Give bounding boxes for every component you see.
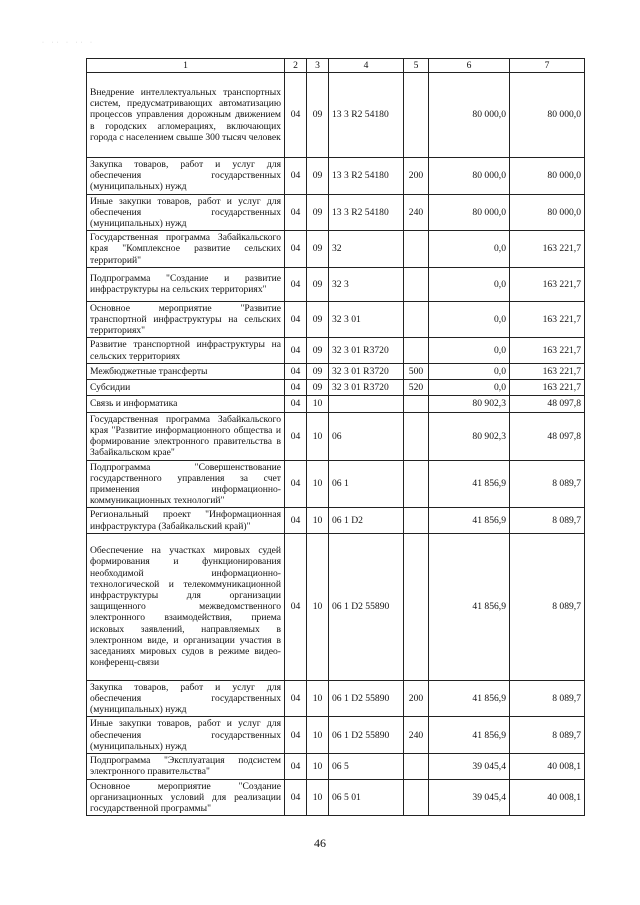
row-name-cell: Субсидии: [87, 379, 285, 395]
row-amount-next-cell: 8 089,7: [510, 460, 585, 508]
row-name-cell: Региональный проект "Информационная инфраструктура (Забайкальский край)": [87, 508, 285, 533]
table-row: [87, 412, 585, 460]
row-amount-next-cell: 40 008,1: [510, 754, 585, 779]
row-amount-cell: 41 856,9: [429, 680, 510, 717]
row-subsection-cell: 09: [307, 301, 329, 338]
row-expense-type-cell: 500: [404, 363, 429, 379]
row-amount-cell: 41 856,9: [429, 533, 510, 680]
row-name-cell: Межбюджетные трансферты: [87, 363, 285, 379]
row-amount-cell: 41 856,9: [429, 508, 510, 533]
row-amount-next-cell: 8 089,7: [510, 680, 585, 717]
row-section-cell: 04: [285, 460, 307, 508]
row-amount-cell: 0,0: [429, 267, 510, 301]
row-section-cell: 04: [285, 395, 307, 412]
header-cell: 5: [404, 59, 429, 73]
row-name-cell: Подпрограмма "Совершенствование государственного управления за счет применения информационно-коммуникационных технологий": [87, 460, 285, 508]
header-cell: 7: [510, 59, 585, 73]
row-amount-cell: 0,0: [429, 379, 510, 395]
header-cell: 3: [307, 59, 329, 73]
row-amount-cell: 80 000,0: [429, 194, 510, 231]
table-row: [87, 508, 585, 533]
row-amount-cell: 41 856,9: [429, 460, 510, 508]
header-cell: 4: [329, 59, 404, 73]
row-amount-next-cell: 48 097,8: [510, 412, 585, 460]
row-amount-next-cell: 163 221,7: [510, 379, 585, 395]
row-expense-type-cell: 240: [404, 194, 429, 231]
table-row: [87, 301, 585, 338]
row-target-code-cell: 13 3 R2 54180: [329, 73, 404, 158]
row-target-code-cell: 06 1: [329, 460, 404, 508]
row-amount-next-cell: 40 008,1: [510, 779, 585, 816]
row-target-code-cell: 13 3 R2 54180: [329, 194, 404, 231]
table-row: [87, 267, 585, 301]
row-section-cell: 04: [285, 338, 307, 363]
row-target-code-cell: 06 1 D2 55890: [329, 717, 404, 754]
row-amount-next-cell: 80 000,0: [510, 73, 585, 158]
row-section-cell: 04: [285, 363, 307, 379]
row-section-cell: 04: [285, 779, 307, 816]
header-cell: 2: [285, 59, 307, 73]
row-subsection-cell: 09: [307, 158, 329, 195]
table-row: [87, 395, 585, 412]
row-expense-type-cell: [404, 779, 429, 816]
row-amount-cell: 80 000,0: [429, 158, 510, 195]
row-name-cell: Внедрение интеллектуальных транспортных систем, предусматривающих автоматизацию процессов управления дорожным движением в городских агломерациях, включающих города с населением свыше 300 тысяч человек: [87, 73, 285, 158]
row-section-cell: 04: [285, 267, 307, 301]
row-name-cell: Основное мероприятие "Развитие транспортной инфраструктуры на сельских территориях": [87, 301, 285, 338]
row-target-code-cell: 13 3 R2 54180: [329, 158, 404, 195]
row-amount-cell: 0,0: [429, 231, 510, 268]
row-section-cell: 04: [285, 301, 307, 338]
row-expense-type-cell: 240: [404, 717, 429, 754]
row-subsection-cell: 09: [307, 379, 329, 395]
row-subsection-cell: 09: [307, 73, 329, 158]
row-name-cell: Закупка товаров, работ и услуг для обеспечения государственных (муниципальных) нужд: [87, 158, 285, 195]
row-subsection-cell: 10: [307, 533, 329, 680]
row-target-code-cell: 06 5: [329, 754, 404, 779]
row-section-cell: 04: [285, 412, 307, 460]
row-expense-type-cell: [404, 231, 429, 268]
row-section-cell: 04: [285, 231, 307, 268]
table-row: [87, 533, 585, 680]
row-subsection-cell: 10: [307, 508, 329, 533]
header-cell: 6: [429, 59, 510, 73]
row-amount-next-cell: 48 097,8: [510, 395, 585, 412]
row-name-cell: Иные закупки товаров, работ и услуг для обеспечения государственных (муниципальных) нужд: [87, 194, 285, 231]
row-target-code-cell: 32 3 01: [329, 301, 404, 338]
row-subsection-cell: 09: [307, 267, 329, 301]
row-amount-next-cell: 163 221,7: [510, 301, 585, 338]
row-name-cell: Обеспечение на участках мировых судей формирования и функционирования необходимой информационно-технологической и телекоммуникационной инфраструктуры для организации защищенного межведомственного электронного взаимодействия, приема исковых заявлений, направляемых в электронном виде, и организации участия в заседаниях мировых судов в режиме видео-конференц-связи: [87, 533, 285, 680]
row-target-code-cell: 06 1 D2: [329, 508, 404, 533]
row-target-code-cell: 06 1 D2 55890: [329, 680, 404, 717]
row-name-cell: Подпрограмма "Создание и развитие инфраструктуры на сельских территориях": [87, 267, 285, 301]
row-amount-cell: 0,0: [429, 363, 510, 379]
row-name-cell: Подпрограмма "Эксплуатация подсистем электронного правительства": [87, 754, 285, 779]
table-row: [87, 779, 585, 816]
table-row: [87, 158, 585, 195]
row-amount-cell: 80 000,0: [429, 73, 510, 158]
table-body: [87, 73, 585, 816]
row-expense-type-cell: [404, 301, 429, 338]
row-amount-cell: 80 902,3: [429, 412, 510, 460]
row-target-code-cell: 32 3 01 R3720: [329, 338, 404, 363]
row-amount-next-cell: 163 221,7: [510, 338, 585, 363]
scan-artifact: · ·· · ·· ·: [42, 40, 95, 46]
table-row: [87, 460, 585, 508]
table-row: [87, 717, 585, 754]
row-name-cell: Развитие транспортной инфраструктуры на сельских территориях: [87, 338, 285, 363]
table-row: [87, 194, 585, 231]
row-target-code-cell: 06 1 D2 55890: [329, 533, 404, 680]
table-row: [87, 379, 585, 395]
row-amount-cell: 0,0: [429, 301, 510, 338]
row-target-code-cell: 06 5 01: [329, 779, 404, 816]
row-name-cell: Государственная программа Забайкальского края "Комплексное развитие сельских территорий": [87, 231, 285, 268]
row-section-cell: 04: [285, 158, 307, 195]
budget-table: [86, 58, 585, 816]
row-target-code-cell: 32 3 01 R3720: [329, 379, 404, 395]
row-name-cell: Связь и информатика: [87, 395, 285, 412]
row-target-code-cell: 32 3 01 R3720: [329, 363, 404, 379]
row-expense-type-cell: [404, 533, 429, 680]
row-section-cell: 04: [285, 194, 307, 231]
row-amount-next-cell: 8 089,7: [510, 533, 585, 680]
row-subsection-cell: 10: [307, 395, 329, 412]
row-section-cell: 04: [285, 680, 307, 717]
row-target-code-cell: [329, 395, 404, 412]
row-amount-next-cell: 8 089,7: [510, 717, 585, 754]
row-name-cell: Иные закупки товаров, работ и услуг для обеспечения государственных (муниципальных) нужд: [87, 717, 285, 754]
row-target-code-cell: 32: [329, 231, 404, 268]
row-amount-cell: 39 045,4: [429, 754, 510, 779]
row-amount-next-cell: 80 000,0: [510, 194, 585, 231]
row-expense-type-cell: [404, 395, 429, 412]
row-name-cell: Основное мероприятие "Создание организационных условий для реализации государственной программы": [87, 779, 285, 816]
row-expense-type-cell: [404, 338, 429, 363]
row-expense-type-cell: [404, 412, 429, 460]
row-name-cell: Государственная программа Забайкальского края "Развитие информационного общества и формирование электронного правительства в Забайкальском крае": [87, 412, 285, 460]
row-subsection-cell: 10: [307, 460, 329, 508]
table-row: [87, 231, 585, 268]
row-expense-type-cell: [404, 754, 429, 779]
table-header-row: [87, 59, 585, 73]
table-row: [87, 338, 585, 363]
header-cell: 1: [87, 59, 285, 73]
row-subsection-cell: 09: [307, 363, 329, 379]
row-expense-type-cell: [404, 73, 429, 158]
row-expense-type-cell: [404, 460, 429, 508]
row-expense-type-cell: 520: [404, 379, 429, 395]
row-subsection-cell: 10: [307, 680, 329, 717]
row-amount-cell: 41 856,9: [429, 717, 510, 754]
row-subsection-cell: 10: [307, 779, 329, 816]
page-number: 46: [314, 836, 326, 850]
table-row: [87, 363, 585, 379]
row-amount-next-cell: 163 221,7: [510, 363, 585, 379]
row-subsection-cell: 10: [307, 754, 329, 779]
row-expense-type-cell: 200: [404, 158, 429, 195]
row-target-code-cell: 06: [329, 412, 404, 460]
table-row: [87, 754, 585, 779]
row-amount-cell: 80 902,3: [429, 395, 510, 412]
row-section-cell: 04: [285, 73, 307, 158]
row-section-cell: 04: [285, 533, 307, 680]
row-name-cell: Закупка товаров, работ и услуг для обеспечения государственных (муниципальных) нужд: [87, 680, 285, 717]
row-amount-cell: 0,0: [429, 338, 510, 363]
row-expense-type-cell: 200: [404, 680, 429, 717]
row-section-cell: 04: [285, 754, 307, 779]
row-amount-next-cell: 163 221,7: [510, 231, 585, 268]
row-section-cell: 04: [285, 508, 307, 533]
row-target-code-cell: 32 3: [329, 267, 404, 301]
row-subsection-cell: 09: [307, 338, 329, 363]
row-subsection-cell: 09: [307, 231, 329, 268]
row-section-cell: 04: [285, 717, 307, 754]
row-expense-type-cell: [404, 508, 429, 533]
row-amount-next-cell: 163 221,7: [510, 267, 585, 301]
row-subsection-cell: 10: [307, 412, 329, 460]
table-row: [87, 680, 585, 717]
row-subsection-cell: 10: [307, 717, 329, 754]
row-expense-type-cell: [404, 267, 429, 301]
row-amount-next-cell: 8 089,7: [510, 508, 585, 533]
row-section-cell: 04: [285, 379, 307, 395]
table-row: [87, 73, 585, 158]
row-amount-next-cell: 80 000,0: [510, 158, 585, 195]
row-subsection-cell: 09: [307, 194, 329, 231]
row-amount-cell: 39 045,4: [429, 779, 510, 816]
